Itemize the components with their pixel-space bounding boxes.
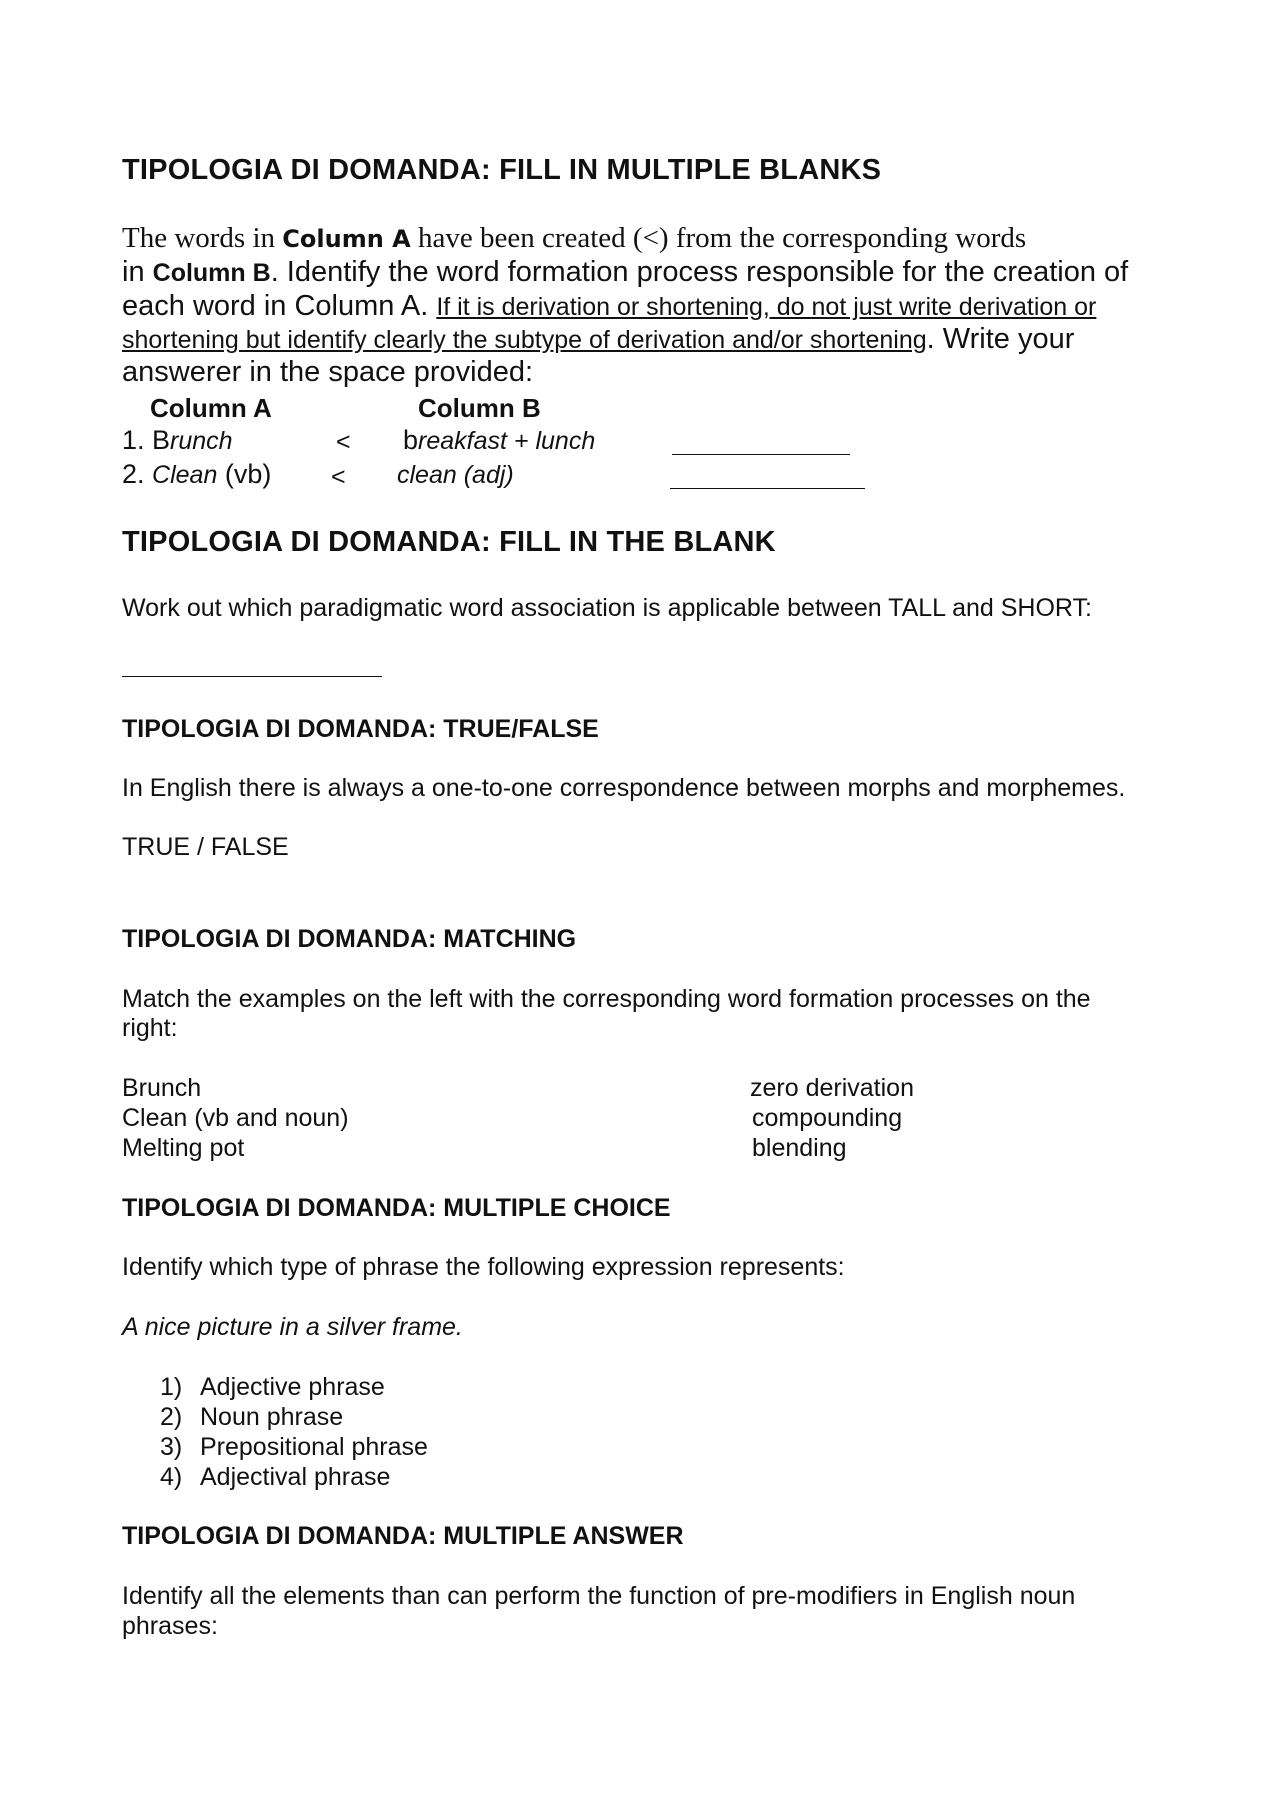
multiple-choice-expression: A nice picture in a silver frame.	[122, 1313, 463, 1341]
word-b-initial: b	[403, 425, 419, 455]
choice-text: Adjective phrase	[200, 1373, 385, 1401]
matching-right-item[interactable]: compounding	[752, 1104, 903, 1132]
matching-right-item[interactable]: blending	[752, 1134, 847, 1162]
column-a-header: Column A	[150, 393, 272, 423]
true-false-statement: In English there is always a one-to-one correspondence between morphs and morphemes.	[122, 774, 1126, 802]
choice-option[interactable]	[160, 1433, 428, 1462]
instruction-line-4	[122, 323, 1074, 356]
section-heading-matching: TIPOLOGIA DI DOMANDA: MATCHING	[122, 925, 577, 953]
instruction-text: each word in Column A.	[122, 290, 437, 322]
true-false-options[interactable]: TRUE / FALSE	[122, 833, 289, 861]
matching-left-item[interactable]: Melting pot	[122, 1134, 245, 1162]
instruction-text: in	[122, 256, 153, 288]
instruction-underlined: If it is derivation or shortening, do not just write derivation or	[436, 293, 1097, 321]
choice-number: 3)	[160, 1433, 183, 1461]
multiple-answer-prompt-line-2: phrases:	[122, 1612, 218, 1640]
row-1-word-a	[122, 425, 233, 456]
matching-prompt-line-1: Match the examples on the left with the corresponding word formation processes on the	[122, 985, 1091, 1013]
matching-left-item[interactable]: Brunch	[122, 1074, 202, 1102]
matching-prompt-line-2: right:	[122, 1014, 178, 1042]
row-1-answer-blank[interactable]	[672, 452, 850, 455]
row-number: 1. B	[122, 425, 171, 455]
multiple-answer-prompt-line-1: Identify all the elements than can perform the function of pre-modifiers in English noun	[122, 1582, 1076, 1610]
choice-number: 4)	[160, 1463, 183, 1491]
section-heading-fill-multiple-blanks: TIPOLOGIA DI DOMANDA: FILL IN MULTIPLE BLANKS	[122, 154, 882, 186]
choice-option[interactable]	[160, 1373, 385, 1402]
fill-blank-answer-line[interactable]	[122, 674, 382, 677]
section-heading-true-false: TIPOLOGIA DI DOMANDA: TRUE/FALSE	[122, 715, 599, 743]
fill-blank-prompt: Work out which paradigmatic word association is applicable between TALL and SHORT:	[122, 594, 1092, 622]
row-1-word-b	[403, 425, 595, 456]
choice-option[interactable]	[160, 1403, 344, 1432]
instruction-underlined: shortening but identify clearly the subtype of derivation and/or shortening	[122, 326, 927, 354]
choice-text: Prepositional phrase	[200, 1433, 428, 1461]
matching-left-item[interactable]: Clean (vb and noun)	[122, 1104, 349, 1132]
instruction-text: have been created (<) from the corresponding words	[410, 222, 1027, 254]
column-a-reference: Column A	[282, 225, 411, 253]
word-b: reakfast + lunch	[418, 427, 596, 455]
instruction-line-2	[122, 256, 1128, 289]
word-a: runch	[170, 427, 233, 455]
instruction-line-5: answerer in the space provided:	[122, 356, 534, 388]
row-number: 2.	[122, 459, 153, 489]
matching-right-item[interactable]: zero derivation	[750, 1074, 914, 1102]
row-2-word-b: clean (adj)	[397, 461, 514, 489]
row-1-derivation-sign: <	[336, 428, 351, 456]
instruction-text: . Identify the word formation process responsible for the creation of	[270, 256, 1129, 288]
column-b-header: Column B	[418, 393, 541, 423]
instruction-text: . Write your	[926, 323, 1075, 355]
section-heading-multiple-answer: TIPOLOGIA DI DOMANDA: MULTIPLE ANSWER	[122, 1522, 684, 1550]
row-2-word-a	[122, 459, 271, 490]
section-heading-multiple-choice: TIPOLOGIA DI DOMANDA: MULTIPLE CHOICE	[122, 1194, 671, 1222]
choice-text: Adjectival phrase	[200, 1463, 391, 1491]
instruction-line-3	[122, 290, 1096, 323]
multiple-choice-prompt: Identify which type of phrase the following expression represents:	[122, 1253, 845, 1281]
word-a-suffix: (vb)	[217, 459, 272, 489]
row-2-answer-blank[interactable]	[670, 486, 865, 489]
column-b-reference: Column B	[152, 259, 271, 287]
row-2-derivation-sign: <	[331, 463, 346, 491]
choice-text: Noun phrase	[200, 1403, 344, 1431]
choice-option[interactable]	[160, 1463, 391, 1492]
choice-number: 2)	[160, 1403, 183, 1431]
choice-number: 1)	[160, 1373, 183, 1401]
word-a: Clean	[152, 461, 218, 489]
section-heading-fill-in-the-blank: TIPOLOGIA DI DOMANDA: FILL IN THE BLANK	[122, 526, 776, 558]
instruction-text: The words in	[122, 222, 283, 254]
instruction-line-1	[122, 222, 1026, 255]
